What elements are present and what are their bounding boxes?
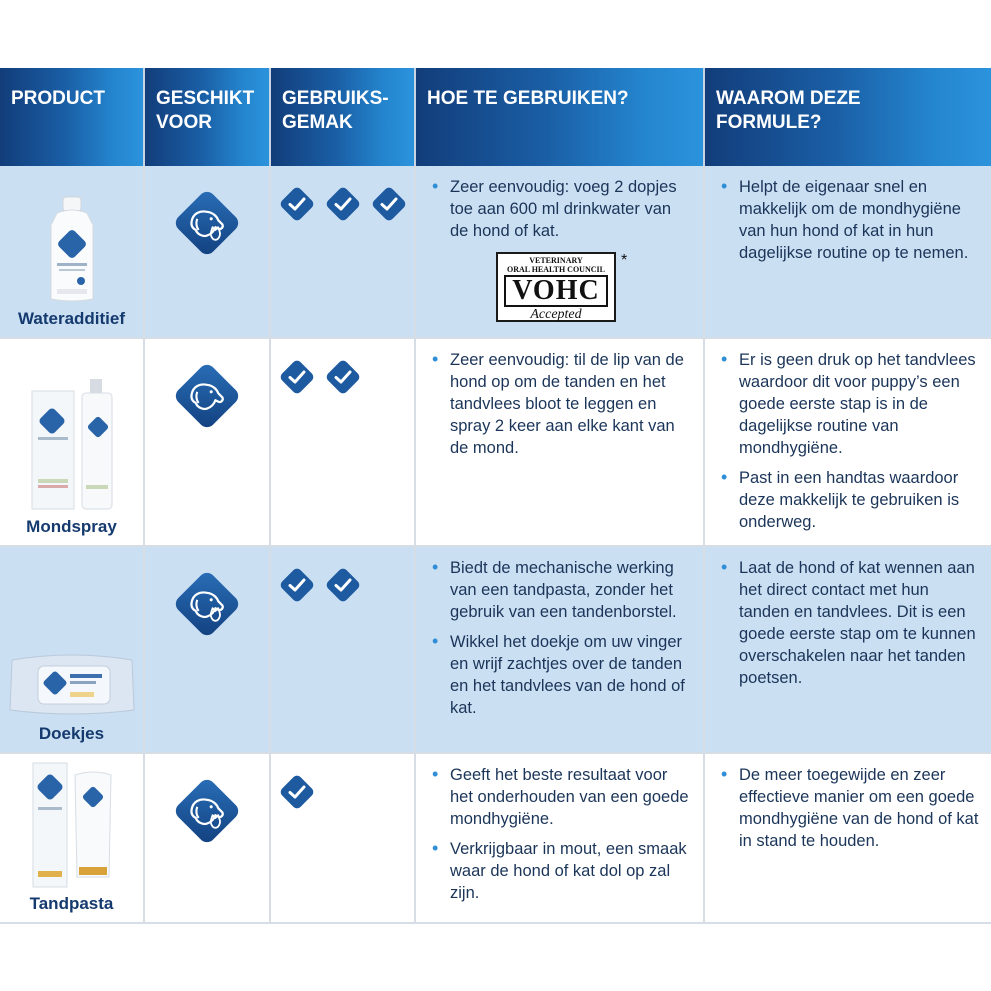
- how-list: [416, 754, 703, 904]
- why-cell: [705, 547, 991, 754]
- how-cell: [416, 547, 705, 754]
- why-cell: [705, 754, 991, 924]
- how-list: [416, 339, 703, 459]
- dog-cat-icon: [172, 188, 242, 258]
- why-item: • Helpt de eigenaar snel en makkelijk om de mondhygiëne van hun hond of kat in hun dagelijkse routine op te nemen.: [719, 176, 981, 264]
- how-item: • Wikkel het doekje om uw vinger en wrijf zachtjes over de tanden en het tandvlees van de hond of kat.: [430, 631, 693, 719]
- how-list: [416, 547, 703, 719]
- product-cell: [0, 547, 145, 754]
- check-icon: [323, 357, 363, 397]
- header-text: HOE TE GEBRUIKEN?: [427, 88, 629, 109]
- suitable-cell: [145, 754, 271, 924]
- how-cell: [416, 166, 705, 339]
- seal-accepted: Accepted: [530, 307, 582, 322]
- ease-cell: [271, 754, 416, 924]
- header-how: [416, 68, 705, 166]
- mouth-spray-product: [24, 373, 119, 513]
- header-text: PRODUCT: [11, 88, 105, 109]
- ease-cell: [271, 547, 416, 754]
- why-list: [705, 547, 991, 689]
- seal-asterisk: *: [621, 252, 628, 269]
- check-icon: [277, 184, 317, 224]
- seal-line1: VETERINARY: [529, 256, 583, 265]
- ease-cell: [271, 339, 416, 547]
- product-cell: [0, 754, 145, 924]
- why-list: [705, 166, 991, 264]
- header-text: GEMAK: [282, 112, 353, 133]
- header-suitable: [145, 68, 271, 166]
- header-product: [0, 68, 145, 166]
- product-name: Doekjes: [38, 724, 105, 743]
- how-item: • Zeer eenvoudig: voeg 2 dopjes toe aan 600 ml drinkwater van de hond of kat.: [430, 176, 693, 242]
- product-name: Tandpasta: [29, 894, 114, 913]
- dog-cat-icon: [172, 776, 242, 846]
- check-icon: [277, 357, 317, 397]
- product-name: Mondspray: [26, 517, 117, 536]
- suitable-cell: [145, 166, 271, 339]
- check-icon: [277, 565, 317, 605]
- check-icon: [369, 184, 409, 224]
- header-text: GEBRUIKS-: [282, 88, 389, 109]
- header-text: FORMULE?: [716, 112, 822, 133]
- comparison-table: [0, 68, 991, 924]
- dog-icon: [172, 361, 242, 431]
- suitable-cell: [145, 547, 271, 754]
- product-cell: [0, 339, 145, 547]
- wipes-pack: [8, 648, 136, 720]
- why-cell: [705, 339, 991, 547]
- why-cell: [705, 166, 991, 339]
- header-text: WAAROM DEZE: [716, 88, 861, 109]
- ease-cell: [271, 166, 416, 339]
- water-additive-bottle: [37, 195, 107, 305]
- how-list: [416, 166, 703, 242]
- header-text: GESCHIKT: [156, 88, 255, 109]
- why-list: [705, 339, 991, 533]
- seal-big: VOHC: [504, 275, 608, 307]
- how-item: • Biedt de mechanische werking van een tandpasta, zonder het gebruik van een tandenborstel.: [430, 557, 693, 623]
- dog-cat-icon: [172, 569, 242, 639]
- how-cell: [416, 754, 705, 924]
- check-icon: [323, 184, 363, 224]
- product-name: Wateradditief: [17, 309, 126, 328]
- why-item: • Er is geen druk op het tandvlees waardoor dit voor puppy’s een goede eerste stap is in de dagelijkse routine van mondhygiëne.: [719, 349, 981, 459]
- how-item: • Geeft het beste resultaat voor het onderhouden van een goede mondhygiëne.: [430, 764, 693, 830]
- check-icon: [277, 772, 317, 812]
- toothpaste-product: [27, 755, 117, 890]
- header-why: [705, 68, 991, 166]
- why-list: [705, 754, 991, 852]
- header-ease: [271, 68, 416, 166]
- why-item: • Past in een handtas waardoor deze makkelijk te gebruiken is onderweg.: [719, 467, 981, 533]
- how-cell: [416, 339, 705, 547]
- why-item: • De meer toegewijde en zeer effectieve manier om een goede mondhygiëne van de hond of kat in stand te houden.: [719, 764, 981, 852]
- suitable-cell: [145, 339, 271, 547]
- header-text: VOOR: [156, 112, 212, 133]
- check-icon: [323, 565, 363, 605]
- seal-line2: ORAL HEALTH COUNCIL: [507, 265, 605, 274]
- product-cell: [0, 166, 145, 339]
- vohc-seal: [496, 252, 616, 322]
- why-item: • Laat de hond of kat wennen aan het direct contact met hun tanden en tandvlees. Dit is een goede eerste stap om te kunnen overschakelen naar het tanden poetsen.: [719, 557, 981, 689]
- how-item: • Zeer eenvoudig: til de lip van de hond op om de tanden en het tandvlees bloot te leggen en spray 2 keer aan elke kant van de mond.: [430, 349, 693, 459]
- how-item: • Verkrijgbaar in mout, een smaak waar de hond of kat dol op zal zijn.: [430, 838, 693, 904]
